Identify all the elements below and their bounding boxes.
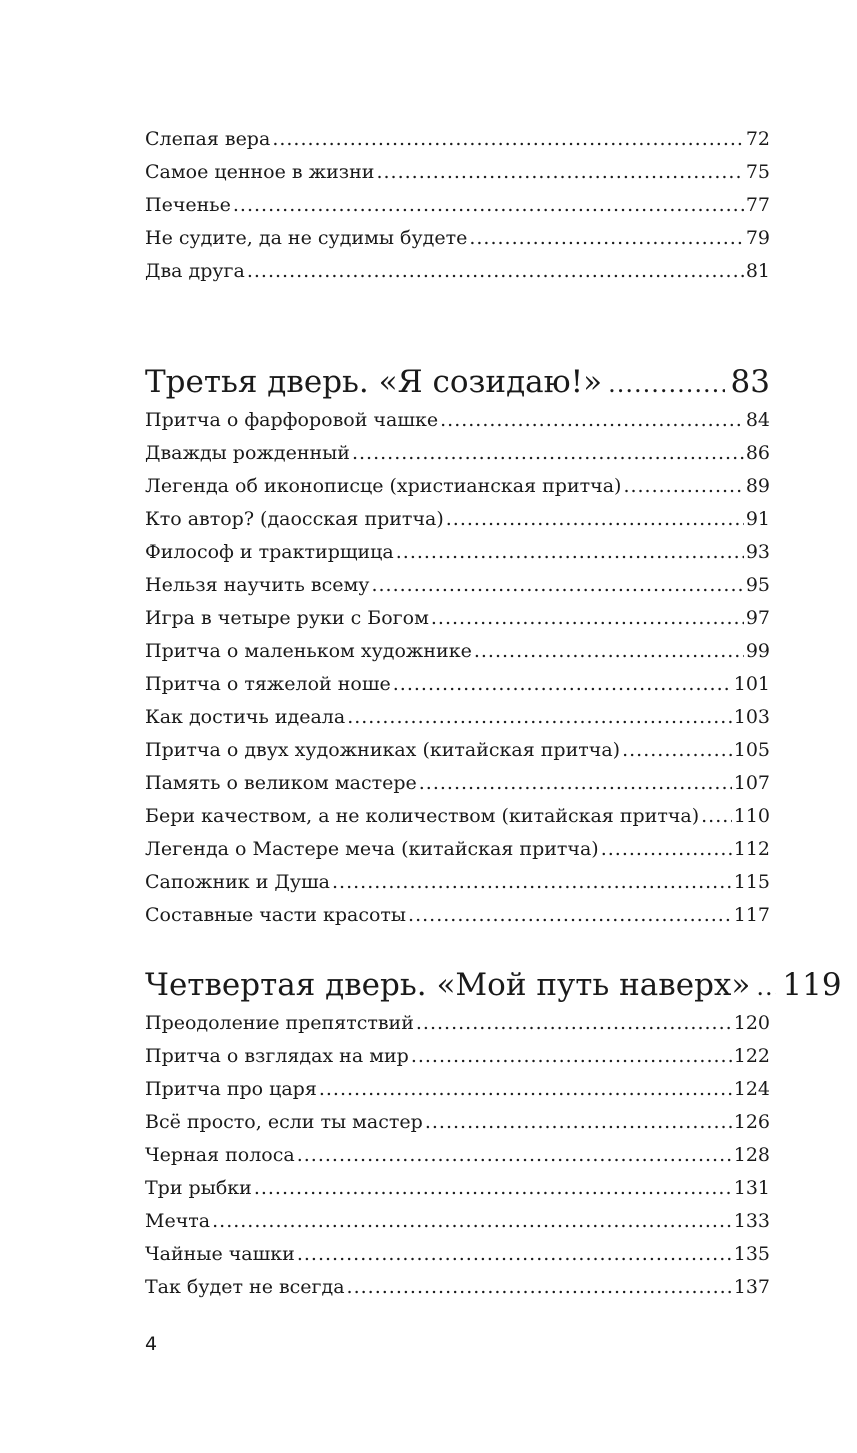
section-heading-page: 119 [782, 967, 842, 1003]
dot-leader [440, 404, 744, 437]
dot-leader [347, 701, 732, 734]
toc-entry-title: Печенье [145, 194, 231, 216]
dot-leader [332, 866, 732, 899]
toc-entry-title: Легенда о Мастере меча (китайская притча) [145, 838, 599, 860]
section-heading-page: 83 [730, 364, 770, 400]
dot-leader [254, 1172, 732, 1205]
toc-entry-title: Чайные чашки [145, 1243, 295, 1265]
toc-entry [145, 156, 770, 189]
toc-entry-page: 79 [745, 227, 770, 249]
toc-entry [145, 1172, 770, 1205]
toc-entry-page: 81 [745, 260, 770, 282]
dot-leader [756, 965, 776, 1009]
toc-entry-page: 120 [733, 1012, 770, 1034]
toc-entry [145, 123, 770, 156]
toc-entry [145, 189, 770, 222]
toc-entry-page: 86 [745, 442, 770, 464]
toc-entry-page: 97 [745, 607, 770, 629]
dot-leader [247, 255, 744, 288]
page-number: 4 [145, 1333, 158, 1355]
dot-leader [393, 668, 732, 701]
toc-entry [145, 635, 770, 668]
toc-entry [145, 222, 770, 255]
toc-entry-title: Притча о взглядах на мир [145, 1045, 409, 1067]
toc-entry-title: Кто автор? (даосская притча) [145, 508, 444, 530]
toc-section-fourth-door [145, 963, 842, 1304]
toc-entry-title: Два друга [145, 260, 245, 282]
toc-entry [145, 536, 770, 569]
toc-entry [145, 1073, 770, 1106]
dot-leader [601, 833, 732, 866]
toc-group-continued [145, 123, 770, 288]
toc-entry [145, 470, 770, 503]
toc-entry-page: 133 [733, 1210, 770, 1232]
toc-entry [145, 1007, 770, 1040]
dot-leader [411, 1040, 732, 1073]
toc-entry [145, 767, 770, 800]
toc-entry-title: Всё просто, если ты мастер [145, 1111, 423, 1133]
toc-entry-title: Как достичь идеала [145, 706, 346, 728]
toc-entry-page: 110 [733, 805, 770, 827]
toc-entry [145, 734, 770, 767]
toc-entry-page: 128 [733, 1144, 770, 1166]
toc-entry-title: Игра в четыре руки с Богом [145, 607, 429, 629]
dot-leader [212, 1205, 732, 1238]
toc-entry-page: 84 [745, 409, 770, 431]
toc-entry-title: Самое ценное в жизни [145, 161, 375, 183]
dot-leader [371, 569, 743, 602]
toc-entry [145, 1238, 770, 1271]
toc-entry-page: 112 [733, 838, 770, 860]
toc-entry-title: Притча о маленьком художнике [145, 640, 472, 662]
dot-leader [376, 156, 743, 189]
toc-entry [145, 668, 770, 701]
toc-entry-page: 95 [745, 574, 770, 596]
toc-entry [145, 701, 770, 734]
dot-leader [446, 503, 744, 536]
toc-entry-title: Философ и трактирщица [145, 541, 394, 563]
dot-leader [431, 602, 744, 635]
toc-entry-page: 135 [733, 1243, 770, 1265]
dot-leader [416, 1007, 732, 1040]
dot-leader [623, 470, 743, 503]
toc-entry-page: 124 [733, 1078, 770, 1100]
dot-leader [272, 123, 744, 156]
dot-leader [419, 767, 732, 800]
toc-entry [145, 569, 770, 602]
toc-entry-title: Не судите, да не судимы будете [145, 227, 468, 249]
dot-leader [233, 189, 744, 222]
toc-entry-title: Дважды рожденный [145, 442, 350, 464]
dot-leader [608, 362, 724, 406]
toc-entry-title: Память о великом мастере [145, 772, 417, 794]
toc-entry [145, 1106, 770, 1139]
toc-entry [145, 503, 770, 536]
toc-entry-title: Притча о фарфоровой чашке [145, 409, 439, 431]
toc-entry-page: 103 [733, 706, 770, 728]
toc-entry-title: Легенда об иконописце (христианская притча) [145, 475, 622, 497]
toc-entry [145, 1139, 770, 1172]
toc-entry-page: 72 [745, 128, 770, 150]
toc-entry-page: 99 [745, 640, 770, 662]
toc-entry [145, 602, 770, 635]
toc-entry [145, 833, 770, 866]
toc-entry-title: Притча о тяжелой ноше [145, 673, 391, 695]
section-heading [145, 963, 842, 1007]
section-heading-title: Четвертая дверь. «Мой путь наверх» [145, 967, 751, 1003]
dot-leader [425, 1106, 732, 1139]
dot-leader [297, 1238, 732, 1271]
section-heading-title: Третья дверь. «Я созидаю!» [145, 364, 603, 400]
toc-entry-page: 89 [745, 475, 770, 497]
toc-entry-page: 122 [733, 1045, 770, 1067]
dot-leader [408, 899, 732, 932]
toc-entry-title: Мечта [145, 1210, 211, 1232]
toc-entry [145, 800, 770, 833]
dot-leader [474, 635, 744, 668]
toc-entry-page: 115 [733, 871, 770, 893]
toc-entry-title: Притча про царя [145, 1078, 317, 1100]
toc-entry-title: Притча о двух художниках (китайская притча) [145, 739, 621, 761]
toc-entry-page: 75 [745, 161, 770, 183]
toc-entry [145, 1205, 770, 1238]
toc-entry [145, 437, 770, 470]
toc-entry-title: Составные части красоты [145, 904, 407, 926]
toc-entry-page: 131 [733, 1177, 770, 1199]
toc-section-third-door [145, 360, 770, 932]
toc-entry-page: 101 [733, 673, 770, 695]
section-heading [145, 360, 770, 404]
toc-entry [145, 1040, 770, 1073]
toc-entry-title: Слепая вера [145, 128, 271, 150]
toc-entry-page: 107 [733, 772, 770, 794]
toc-entry-title: Нельзя научить всему [145, 574, 370, 596]
toc-entry-page: 105 [733, 739, 770, 761]
dot-leader [622, 734, 732, 767]
dot-leader [319, 1073, 732, 1106]
toc-entry-title: Сапожник и Душа [145, 871, 331, 893]
dot-leader [469, 222, 743, 255]
toc-entry-page: 91 [745, 508, 770, 530]
toc-entry [145, 1271, 770, 1304]
toc-entry [145, 404, 770, 437]
dot-leader [297, 1139, 732, 1172]
toc-entry-page: 77 [745, 194, 770, 216]
dot-leader [701, 800, 732, 833]
toc-entry-title: Преодоление препятствий [145, 1012, 414, 1034]
dot-leader [396, 536, 744, 569]
toc-entry-page: 137 [733, 1276, 770, 1298]
toc-entry [145, 899, 770, 932]
toc-entry-title: Черная полоса [145, 1144, 295, 1166]
toc-entry-title: Бери качеством, а не количеством (китайская притча) [145, 805, 700, 827]
toc-entry [145, 255, 770, 288]
toc-entry-page: 93 [745, 541, 770, 563]
toc-entry-title: Так будет не всегда [145, 1276, 345, 1298]
toc-entry-page: 117 [733, 904, 770, 926]
toc-entry-page: 126 [733, 1111, 770, 1133]
dot-leader [352, 437, 744, 470]
dot-leader [347, 1271, 732, 1304]
toc-entry-title: Три рыбки [145, 1177, 252, 1199]
toc-entry [145, 866, 770, 899]
